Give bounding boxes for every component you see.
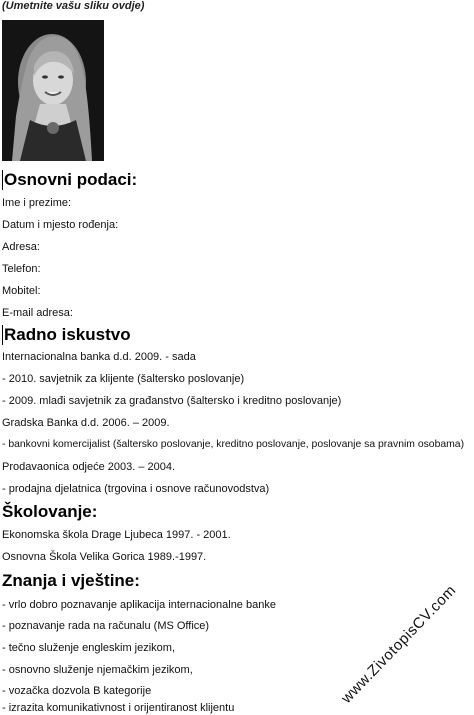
experience-line: - 2009. mlađi savjetnik za građanstvo (šaltersko i kreditno poslovanje) xyxy=(2,395,342,407)
field-name: Ime i prezime: xyxy=(2,197,72,209)
skills-line: - osnovno služenje njemačkim jezikom, xyxy=(2,664,193,676)
section-title-education: Školovanje: xyxy=(2,502,98,521)
experience-line: - bankovni komercijalist (šaltersko poslovanje, kreditno poslovanje, poslovanje sa pravnim osobama) xyxy=(2,439,465,450)
section-title-personal: Osnovni podaci: xyxy=(4,170,138,189)
experience-line: Prodavaonica odjeće 2003. – 2004. xyxy=(2,461,176,473)
photo-placeholder-hint: (Umetnite vašu sliku ovdje) xyxy=(2,0,145,12)
experience-line: - 2010. savjetnik za klijente (šaltersko poslovanje) xyxy=(2,373,245,385)
section-title-skills: Znanja i vještine: xyxy=(2,571,140,590)
experience-line: Internacionalna banka d.d. 2009. - sada xyxy=(2,351,196,363)
field-birth: Datum i mjesto rođenja: xyxy=(2,219,119,231)
watermark: www.ZivotopisCV.com xyxy=(338,581,460,707)
skills-line: - vrlo dobro poznavanje aplikacija internacionalne banke xyxy=(2,599,276,611)
skills-line: - vozačka dozvola B kategorije xyxy=(2,685,152,697)
skills-line: - izrazita komunikativnost i orijentiranost klijentu xyxy=(2,702,235,714)
experience-line: Gradska Banka d.d. 2006. – 2009. xyxy=(2,417,170,429)
field-phone: Telefon: xyxy=(2,263,41,275)
portrait-image xyxy=(2,20,104,161)
education-line: Ekonomska škola Drage Ljubeca 1997. - 2001. xyxy=(2,529,231,541)
section-title-experience: Radno iskustvo xyxy=(4,325,131,344)
field-email: E-mail adresa: xyxy=(2,307,73,319)
experience-line: - prodajna djelatnica (trgovina i osnove računovodstva) xyxy=(2,483,270,495)
field-mobile: Mobitel: xyxy=(2,285,41,297)
profile-photo xyxy=(2,20,104,161)
field-address: Adresa: xyxy=(2,241,40,253)
skills-line: - tečno služenje engleskim jezikom, xyxy=(2,642,176,654)
education-line: Osnovna Škola Velika Gorica 1989.-1997. xyxy=(2,551,207,563)
skills-line: - poznavanje rada na računalu (MS Office) xyxy=(2,620,210,632)
